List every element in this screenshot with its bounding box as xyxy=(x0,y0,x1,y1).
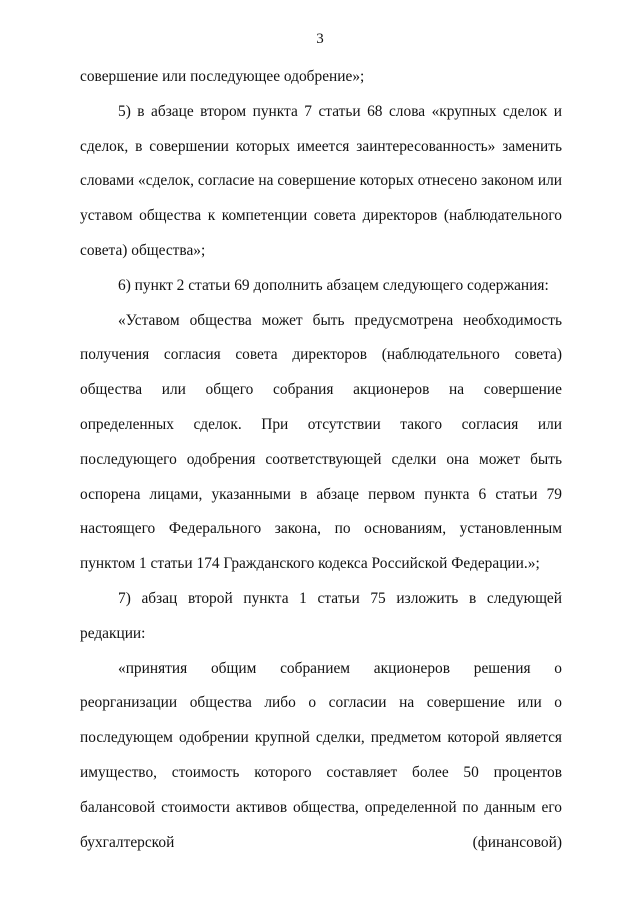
paragraph-quote-charter: «Уставом общества может быть предусмотрена необходимость получения согласия совета директоров (наблюдательного совета) общества или общего собрания акционеров на совершение определенных сделок. При отсутствии такого согласия или последующего одобрения соответствующей сделки она может быть оспорена лицами, указанными в абзаце первом пункта 6 статьи 79 настоящего Федерального закона, по основаниям, установленным пунктом 1 статьи 174 Гражданского кодекса Российской Федерации.»; xyxy=(80,311,562,573)
paragraph-item-7: 7) абзац второй пункта 1 статьи 75 изложить в следующей редакции: xyxy=(80,589,562,642)
paragraph-quote-reorganization: «принятия общим собранием акционеров решения о реорганизации общества либо о согласии на совершение или о последующем одобрении крупной сделки, предметом которой является имущество, стоимость которого составляет более 50 процентов балансовой стоимости активов общества, определенной по данным его бухгалтерской (финансовой) xyxy=(80,659,562,851)
document-body xyxy=(80,60,562,860)
page-number: 3 xyxy=(316,31,324,47)
paragraph-continuation: совершение или последующее одобрение»; xyxy=(80,68,365,85)
paragraph-item-5: 5) в абзаце втором пункта 7 статьи 68 слова «крупных сделок и сделок, в совершении которых имеется заинтересованность» заменить словами «сделок, согласие на совершение которых отнесено законом или уставом общества к компетенции совета директоров (наблюдательного совета) общества»; xyxy=(80,102,562,259)
paragraph-item-6: 6) пункт 2 статьи 69 дополнить абзацем следующего содержания: xyxy=(118,276,549,294)
